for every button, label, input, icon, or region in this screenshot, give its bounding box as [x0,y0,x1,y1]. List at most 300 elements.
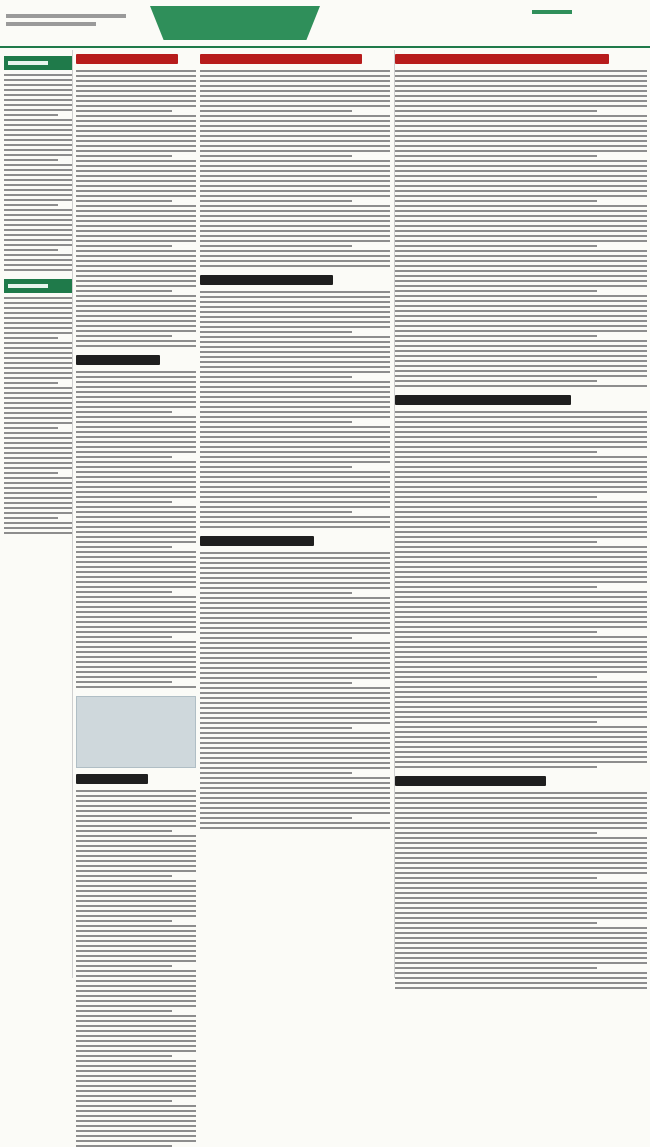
text-line [76,1025,196,1027]
text-line [4,402,72,404]
text-line [395,741,647,743]
text-line [4,194,72,196]
text-line [395,882,647,884]
text-line [200,160,390,162]
article-headline [76,355,160,365]
text-line [200,250,390,252]
text-line [76,466,196,468]
text-line [4,352,72,354]
text-line [76,220,196,222]
text-line [76,406,196,408]
text-line [76,275,196,277]
article-headline [395,54,609,64]
text-line [76,250,196,252]
text-line [200,557,390,559]
text-line [76,945,196,947]
text-line [395,766,597,768]
text-line [395,110,597,112]
text-line [76,641,196,643]
text-line [200,491,390,493]
text-line [200,772,352,774]
text-line [4,507,72,509]
text-line [4,74,72,76]
text-line [76,531,196,533]
text-line [395,596,647,598]
section-banner [150,6,320,40]
text-line [200,70,390,72]
text-line [4,99,72,101]
text-line [76,476,196,478]
text-line [200,807,390,809]
text-line [200,140,390,142]
text-line [395,210,647,212]
article-body [76,70,196,347]
text-line [76,1030,196,1032]
text-line [395,611,647,613]
text-line [200,757,390,759]
text-line [200,506,390,508]
text-line [76,245,172,247]
text-line [395,100,647,102]
text-line [200,667,390,669]
text-line [395,827,647,829]
text-line [76,150,196,152]
text-line [76,820,196,822]
text-line [76,790,196,792]
text-line [76,501,172,503]
text-line [395,90,647,92]
text-line [76,621,196,623]
text-line [200,366,390,368]
text-line [76,526,196,528]
text-line [4,372,72,374]
text-line [4,327,72,329]
text-line [76,295,196,297]
text-line [76,345,196,347]
text-line [76,381,196,383]
text-line [395,877,597,879]
text-line [4,297,72,299]
text-line [4,447,72,449]
text-line [395,80,647,82]
text-line [395,892,647,894]
text-line [4,189,72,191]
text-line [395,606,647,608]
text-line [76,815,196,817]
text-line [4,357,72,359]
text-line [200,311,390,313]
text-line [4,532,72,534]
text-line [76,855,196,857]
text-line [395,95,647,97]
text-line [76,396,196,398]
text-line [200,456,390,458]
text-line [395,195,647,197]
text-line [76,130,196,132]
text-line [76,800,196,802]
text-line [395,365,647,367]
text-line [4,412,72,414]
text-line [76,95,196,97]
text-line [76,835,196,837]
article-body [76,371,196,688]
text-line [76,935,196,937]
text-line [200,431,390,433]
text-line [395,691,647,693]
text-line [200,155,352,157]
text-line [200,647,390,649]
text-line [200,486,390,488]
text-line [4,164,72,166]
text-line [200,767,390,769]
text-line [4,254,72,256]
text-line [76,536,196,538]
text-line [76,506,196,508]
text-line [4,209,72,211]
text-line [76,980,196,982]
text-line [76,681,172,683]
text-line [395,225,647,227]
text-line [4,89,72,91]
text-line [395,220,647,222]
text-line [200,125,390,127]
text-line [76,175,196,177]
text-line [76,200,172,202]
text-line [76,315,196,317]
text-line [4,124,72,126]
text-line [4,204,58,206]
text-line [200,396,390,398]
text-line [395,260,647,262]
text-line [4,84,72,86]
text-line [395,656,647,658]
text-line [395,651,647,653]
text-line [200,130,390,132]
text-line [200,416,390,418]
text-line [395,671,647,673]
text-line [395,917,647,919]
text-line [200,75,390,77]
text-line [76,411,172,413]
text-line [200,376,352,378]
text-line [76,860,196,862]
text-line [76,880,196,882]
text-line [200,567,390,569]
text-line [76,840,196,842]
text-line [76,496,196,498]
text-line [395,165,647,167]
text-line [200,617,390,619]
text-line [76,1140,196,1142]
text-line [200,707,390,709]
text-line [395,75,647,77]
text-line [76,671,196,673]
text-line [395,897,647,899]
text-line [200,190,390,192]
text-line [76,965,172,967]
text-line [4,144,72,146]
text-line [200,812,390,814]
text-line [76,215,196,217]
text-line [76,651,196,653]
text-line [200,446,390,448]
text-line [395,576,647,578]
text-line [76,676,196,678]
article-headline [200,54,362,64]
text-line [200,351,390,353]
text-line [395,832,597,834]
text-line [76,1060,196,1062]
text-line [76,521,196,523]
text-line [4,179,72,181]
text-line [76,1090,196,1092]
text-line [76,1120,196,1122]
text-line [395,847,647,849]
text-line [76,85,196,87]
text-line [76,371,196,373]
text-line [395,240,647,242]
text-line [76,1005,196,1007]
text-line [76,280,196,282]
text-line [395,426,647,428]
text-line [200,782,390,784]
text-line [395,215,647,217]
text-line [395,962,647,964]
text-line [4,149,72,151]
text-line [200,110,352,112]
text-line [76,1075,196,1077]
text-line [76,890,196,892]
text-line [76,870,196,872]
text-line [76,401,196,403]
text-line [4,407,72,409]
text-line [200,100,390,102]
text-line [4,104,72,106]
text-line [395,105,647,107]
text-line [200,411,390,413]
text-line [4,362,72,364]
text-line [76,910,196,912]
text-line [395,952,647,954]
text-line [200,722,390,724]
article-body [395,411,647,768]
text-line [200,822,390,824]
text-line [395,295,647,297]
text-line [395,536,647,538]
text-line [200,296,390,298]
text-line [76,626,196,628]
text-line [4,109,72,111]
text-line [200,742,390,744]
text-line [395,325,647,327]
text-line [395,531,647,533]
text-line [4,347,72,349]
text-line [395,320,647,322]
text-line [200,697,390,699]
text-line [395,837,647,839]
text-line [395,170,647,172]
text-line [200,115,390,117]
text-line [395,812,647,814]
article-column-b [200,50,390,978]
text-line [395,270,647,272]
text-line [395,541,597,543]
text-line [4,259,72,261]
text-line [395,797,647,799]
text-line [76,990,196,992]
text-line [4,467,72,469]
text-line [200,240,390,242]
text-line [76,561,196,563]
article-column-c [394,50,647,978]
text-line [4,422,72,424]
text-line [395,280,647,282]
text-line [200,632,390,634]
text-line [395,927,647,929]
text-line [200,195,390,197]
text-line [395,476,647,478]
text-line [76,686,196,688]
text-line [76,865,196,867]
text-line [200,185,390,187]
text-line [395,802,647,804]
text-line [4,139,72,141]
text-line [200,582,390,584]
text-line [76,975,196,977]
text-line [395,556,647,558]
text-line [4,219,72,221]
text-line [395,185,647,187]
classified-block [4,297,72,534]
text-line [200,381,390,383]
text-line [395,516,647,518]
text-line [200,175,390,177]
text-line [395,932,647,934]
text-line [76,566,196,568]
text-line [76,386,196,388]
text-line [395,315,647,317]
text-line [76,391,196,393]
text-line [4,307,72,309]
text-line [395,255,647,257]
text-line [76,950,196,952]
text-line [200,787,390,789]
text-line [76,845,196,847]
article-headline [76,54,178,64]
text-line [200,265,390,267]
text-line [4,224,72,226]
text-line [76,900,196,902]
text-line [76,516,196,518]
text-line [200,321,390,323]
text-line [200,657,390,659]
text-line [76,905,196,907]
text-line [395,807,647,809]
text-line [4,302,72,304]
text-line [200,516,390,518]
text-line [76,416,196,418]
text-line [200,205,390,207]
text-line [395,922,597,924]
text-line [200,682,352,684]
text-line [200,120,390,122]
text-line [76,661,196,663]
text-line [4,432,72,434]
text-line [395,571,647,573]
text-line [395,471,647,473]
text-line [395,681,647,683]
text-line [395,972,647,974]
text-line [395,245,597,247]
text-line [200,471,390,473]
text-line [76,145,196,147]
text-line [4,367,72,369]
text-line [200,170,390,172]
text-line [395,451,597,453]
text-line [76,596,196,598]
text-line [76,190,196,192]
text-line [200,612,390,614]
text-line [200,662,390,664]
text-line [200,215,390,217]
text-line [76,1135,196,1137]
text-line [395,160,647,162]
article-column-a [76,50,196,978]
text-line [395,987,647,989]
text-line [76,795,196,797]
text-line [395,586,597,588]
text-line [4,387,72,389]
text-line [395,481,647,483]
text-line [395,661,647,663]
text-line [4,337,58,339]
text-line [395,70,647,72]
text-line [200,406,390,408]
text-line [395,887,647,889]
text-line [395,441,647,443]
text-line [76,805,196,807]
text-line [200,627,390,629]
text-line [200,496,390,498]
text-line [76,451,196,453]
text-line [200,827,390,829]
text-line [200,220,390,222]
text-line [4,497,72,499]
text-line [395,822,647,824]
text-line [200,260,390,262]
text-line [200,200,352,202]
text-line [76,140,196,142]
text-line [4,517,58,519]
text-line [395,140,647,142]
text-line [76,436,196,438]
text-line [76,850,196,852]
text-line [76,491,196,493]
text-line [395,120,647,122]
text-line [76,1020,196,1022]
text-line [76,330,196,332]
text-line [76,160,196,162]
text-line [4,317,72,319]
text-line [4,154,72,156]
text-line [200,105,390,107]
text-line [395,360,647,362]
text-line [395,175,647,177]
text-line [395,626,647,628]
text-line [76,305,196,307]
text-line [200,817,352,819]
text-line [200,476,390,478]
